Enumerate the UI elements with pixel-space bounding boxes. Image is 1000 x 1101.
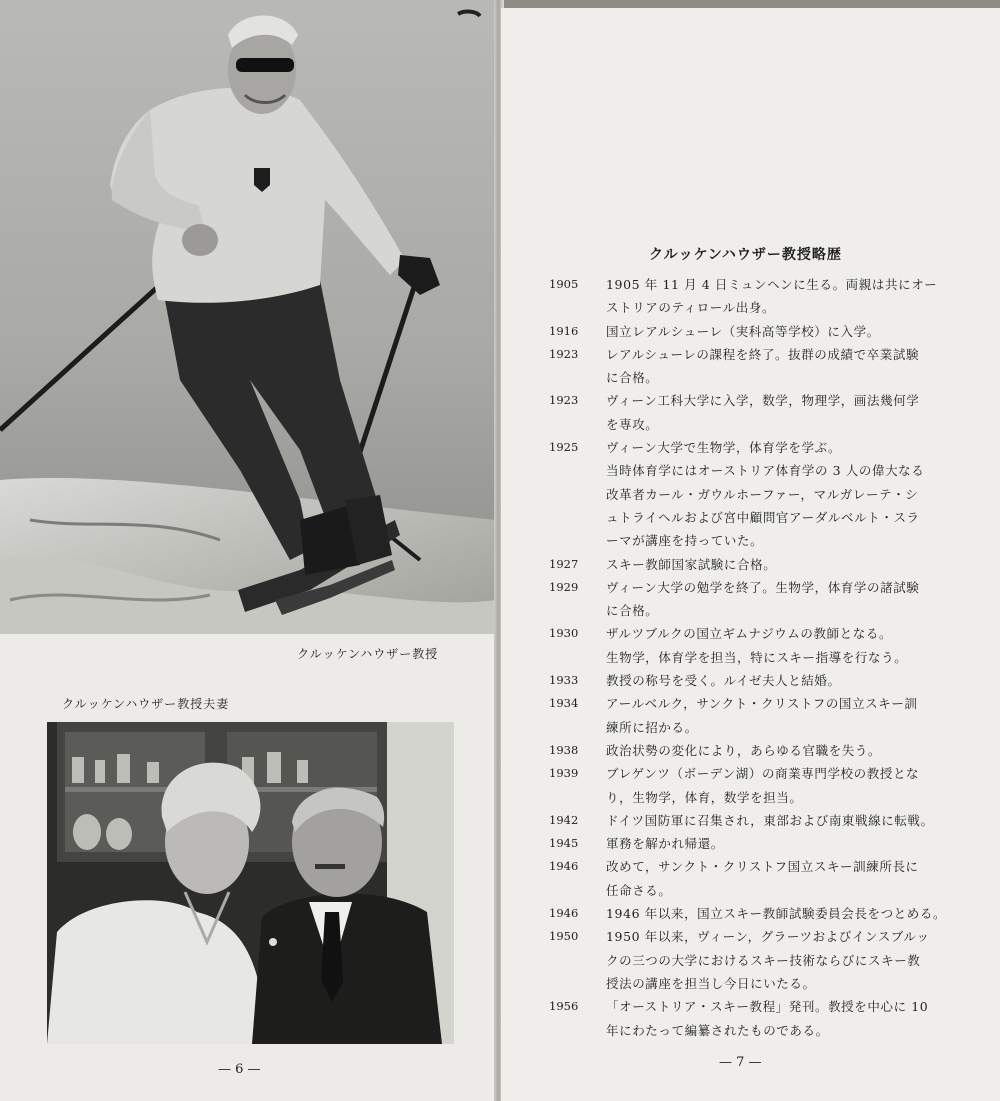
right-page-number: — 7 — — [719, 1055, 762, 1070]
biography-timeline — [501, 273, 1000, 1042]
timeline-text: スキー教師国家試験に合格。 — [606, 556, 777, 572]
timeline-year: 1934 — [549, 696, 579, 711]
timeline-entry — [501, 832, 1000, 855]
timeline-text: 国立レアルシューレ（実科高等学校）に入学。 — [606, 323, 880, 339]
timeline-text: 軍務を解かれ帰還。 — [606, 836, 724, 852]
timeline-year: 1956 — [549, 999, 579, 1014]
timeline-entry — [501, 553, 1000, 576]
timeline-entry — [501, 902, 1000, 925]
timeline-year: 1946 — [549, 906, 579, 921]
timeline-entry — [501, 436, 1000, 552]
timeline-year: 1923 — [549, 346, 579, 361]
timeline-entry — [501, 669, 1000, 692]
timeline-entry — [501, 622, 1000, 669]
timeline-entry — [501, 273, 1000, 320]
timeline-year: 1945 — [549, 836, 579, 851]
timeline-text: 1905 年 11 月 4 日ミュンヘンに生る。両親は共にオー ストリアのティロール出身。 — [606, 277, 938, 316]
timeline-text: アールベルク，サンクト・クリストフの国立スキー訓 練所に招かる。 — [606, 696, 918, 735]
timeline-text: 「オーストリア・スキー教程」発刊。教授を中心に 10 年にわたって編纂されたものである。 — [606, 999, 929, 1038]
timeline-year: 1942 — [549, 812, 579, 827]
timeline-entry — [501, 809, 1000, 832]
timeline-year: 1916 — [549, 323, 579, 338]
timeline-text: 教授の称号を受く。ルイゼ夫人と結婚。 — [606, 673, 841, 689]
timeline-text: 1950 年以来，ヴィーン，グラーツおよびインスブルッ クの三つの大学におけるスキー技術ならびにスキー教 授法の講座を担当し今日にいたる。 — [606, 929, 930, 991]
timeline-entry — [501, 739, 1000, 762]
timeline-year: 1930 — [549, 626, 579, 641]
timeline-year: 1929 — [549, 579, 579, 594]
biography-title: クルッケンハウザー教授略歴 — [649, 247, 842, 263]
timeline-text: ヴィーン大学の勉学を終了。生物学，体育学の諸試験 に合格。 — [606, 579, 920, 619]
timeline-text: レアルシューレの課程を終了。抜群の成績で卒業試験 に合格。 — [606, 346, 920, 386]
timeline-year: 1938 — [549, 742, 579, 757]
timeline-text: 1946 年以来，国立スキー教師試験委員会長をつとめる。 — [606, 906, 947, 922]
timeline-year: 1933 — [549, 673, 579, 688]
timeline-text: ヴィーン工科大学に入学，数学，物理学，画法幾何学 を専攻。 — [606, 393, 920, 432]
timeline-year: 1946 — [549, 859, 579, 874]
skiing-professor-photo — [0, 0, 496, 634]
timeline-year: 1905 — [549, 277, 579, 291]
timeline-entry — [501, 320, 1000, 343]
right-page — [501, 8, 1000, 1101]
timeline-year: 1925 — [549, 440, 579, 455]
couple-photo-caption: クルッケンハウザー教授夫妻 — [62, 697, 230, 711]
timeline-text: ヴィーン大学で生物学，体育学を学ぶ。 当時体育学にはオーストリア体育学の 3 人の偉大なる 改革者カール・ガウルホーファー，マルガレーテ・シ ュトライヘルおよび宮中顧問官アーダルベルト・スラ ーマが講座を持っていた。 — [606, 440, 925, 549]
timeline-entry — [501, 925, 1000, 995]
timeline-entry — [501, 762, 1000, 809]
timeline-text: ドイツ国防軍に召集され，東部および南東戦線に転戦。 — [606, 812, 934, 828]
timeline-text: 改めて，サンクト・クリストフ国立スキー訓練所長に 任命さる。 — [606, 859, 919, 898]
left-page-number: — 6 — — [218, 1062, 261, 1077]
left-page — [0, 0, 497, 1101]
timeline-year: 1950 — [549, 929, 579, 944]
timeline-entry — [501, 343, 1000, 390]
timeline-text: ブレゲンツ（ボーデン湖）の商業専門学校の教授とな り，生物学，体育，数学を担当。 — [606, 766, 920, 805]
ski-photo-caption: クルッケンハウザー教授 — [297, 647, 439, 661]
timeline-entry — [501, 995, 1000, 1042]
timeline-text: 政治状勢の変化により，あらゆる官職を失う。 — [606, 742, 882, 758]
timeline-text: ザルツブルクの国立ギムナジウムの教師となる。 生物学，体育学を担当，特にスキー指導を行なう。 — [606, 626, 908, 665]
timeline-year: 1939 — [549, 766, 579, 781]
timeline-year: 1927 — [549, 556, 579, 571]
timeline-entry — [501, 855, 1000, 902]
timeline-year: 1923 — [549, 393, 579, 408]
timeline-entry — [501, 692, 1000, 739]
timeline-entry — [501, 576, 1000, 623]
timeline-entry — [501, 389, 1000, 436]
professor-couple-photo — [47, 722, 454, 1044]
